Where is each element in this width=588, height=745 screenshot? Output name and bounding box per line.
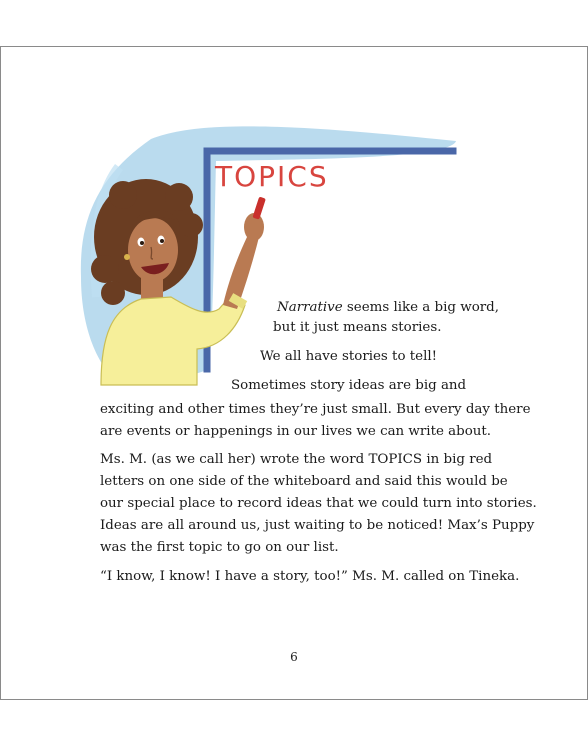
text-line: was the first topic to go on our list.: [100, 540, 339, 555]
text-line: our special place to record ideas that we could turn into stories.: [100, 496, 537, 511]
italic-word: Narrative: [277, 300, 343, 315]
text-line: letters on one side of the whiteboard and said this would be: [100, 474, 508, 489]
text-line: are events or happenings in our lives we can write about.: [100, 424, 492, 439]
text-line: Sometimes story ideas are big and: [231, 378, 467, 393]
text-line: Ms. M. (as we call her) wrote the word TOPICS in big red: [100, 452, 493, 467]
page-number: 6: [290, 650, 298, 664]
text-span: seems like a big word,: [342, 300, 499, 315]
text-line: “I know, I know! I have a story, too!” Ms. M. called on Tineka.: [100, 569, 520, 584]
text-line: exciting and other times they’re just small. But every day there: [100, 402, 531, 417]
red-marker: [252, 197, 265, 220]
text-line: We all have stories to tell!: [260, 349, 438, 364]
text-line: [277, 299, 499, 317]
text-line: Ideas are all around us, just waiting to be noticed! Max’s Puppy: [100, 518, 535, 533]
board-heading-topics: TOPICS: [215, 160, 329, 193]
text-line: but it just means stories.: [273, 320, 442, 335]
book-page: [0, 46, 588, 700]
